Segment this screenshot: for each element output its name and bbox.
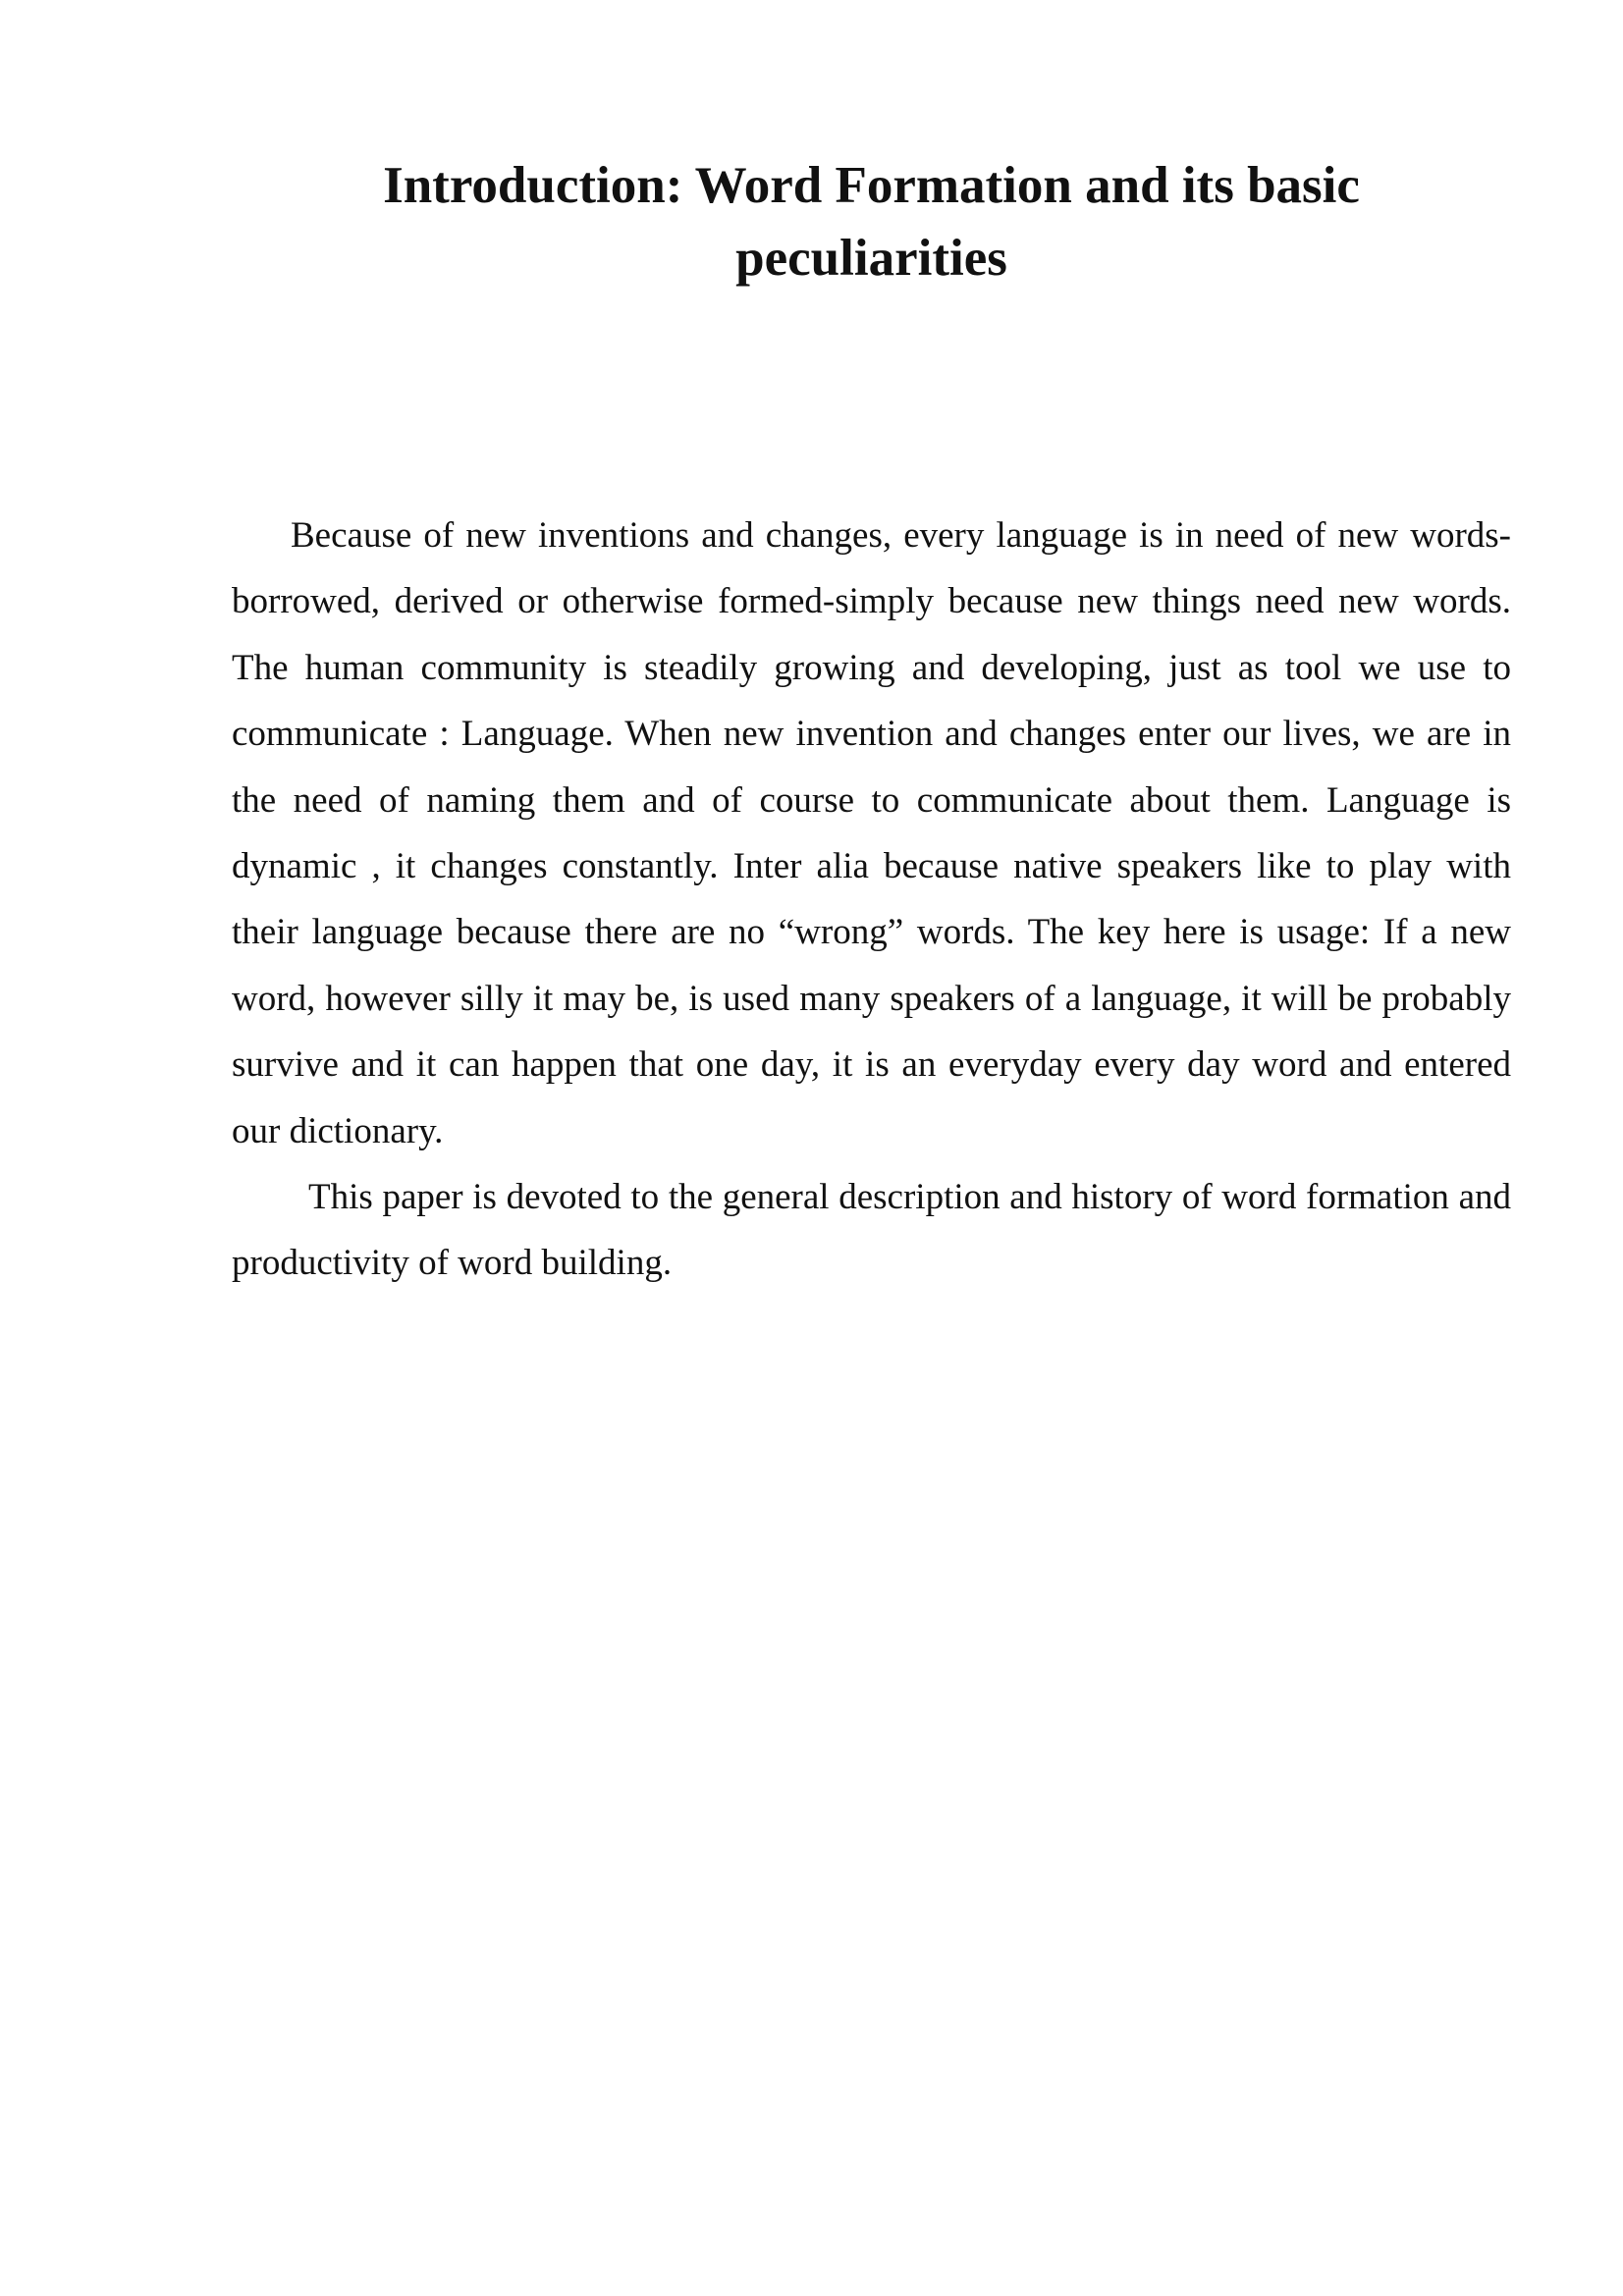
paragraph-introduction: Because of new inventions and changes, every language is in need of new words-borrowed, derived or otherwise formed-simply because new things need new words. The human community is steadily growing and developing, just as tool we use to communicate : Language. When new invention and changes enter our lives, we are in the need of naming them and of course to communicate about them. Language is dynamic , it changes constantly. Inter alia because native speakers like to play with their language because there are no “wrong” words. The key here is usage: If a new word, however silly it may be, is used many speakers of a language, it will be probably survive and it can happen that one day, it is an everyday every day word and entered our dictionary. (232, 515, 1511, 1151)
body-text (232, 503, 1511, 1297)
page-title (232, 149, 1511, 294)
paragraph-purpose: This paper is devoted to the general description and history of word formation and productivity of word building. (232, 1177, 1511, 1284)
page-title-line-1: Introduction: Word Formation and its basic (383, 157, 1360, 214)
page-title-line-2: peculiarities (735, 230, 1007, 287)
